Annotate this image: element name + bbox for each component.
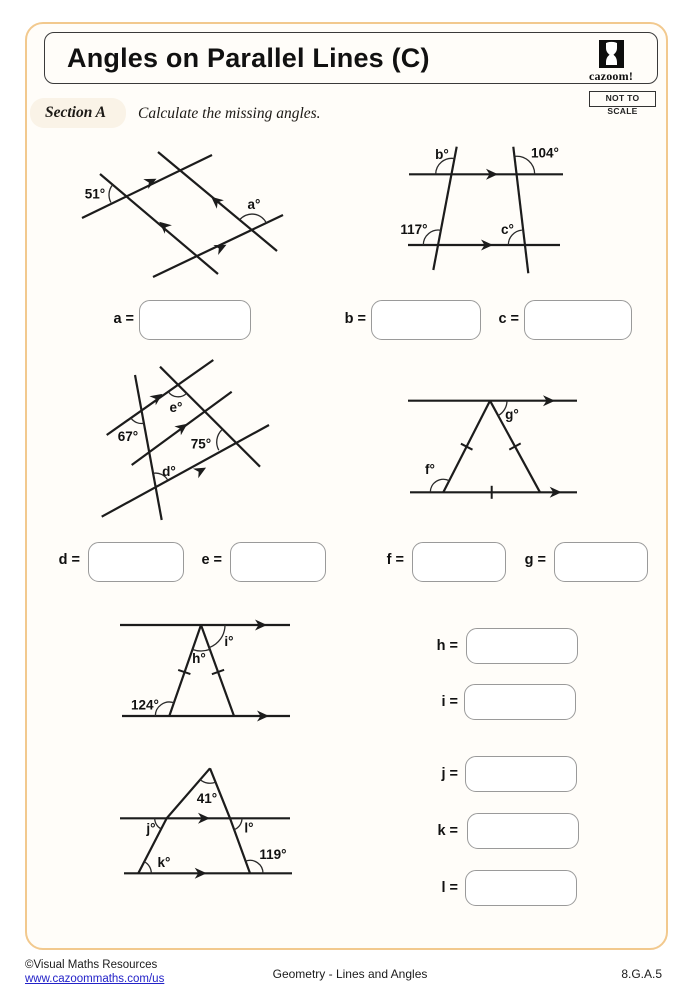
answer-box-k[interactable] xyxy=(467,813,579,849)
diagram-hi xyxy=(110,605,300,730)
angle-label-l: l° xyxy=(244,820,254,836)
answer-box-a[interactable] xyxy=(139,300,251,340)
angle-label-g: g° xyxy=(505,407,519,422)
answer-box-c[interactable] xyxy=(524,300,632,340)
cazoom-logo-icon xyxy=(599,40,624,68)
angle-label-f: f° xyxy=(425,462,435,477)
answer-label-e: e = xyxy=(201,552,222,568)
angle-label-119: 119° xyxy=(259,847,287,862)
footer-standard-code: 8.G.A.5 xyxy=(621,967,662,981)
angle-label-j: j° xyxy=(146,821,156,836)
answer-label-f: f = xyxy=(386,552,404,568)
answer-label-d: d = xyxy=(58,552,80,568)
angle-arcs xyxy=(109,185,266,223)
answer-box-d[interactable] xyxy=(88,542,184,582)
not-to-scale-badge: NOT TO SCALE xyxy=(589,91,656,107)
angle-label-51: 51° xyxy=(84,186,106,202)
answer-label-h: h = xyxy=(436,638,458,654)
diagram-fg-lines xyxy=(408,401,577,493)
angle-label-67: 67° xyxy=(117,429,139,444)
angle-label-124: 124° xyxy=(131,697,159,713)
answer-label-l: l = xyxy=(441,880,458,896)
section-instruction: Calculate the missing angles. xyxy=(138,105,321,122)
angle-label-h: h° xyxy=(192,651,206,666)
page-title: Angles on Parallel Lines (C) xyxy=(67,43,430,73)
parallel-arrow-icons xyxy=(255,620,269,722)
answer-box-g[interactable] xyxy=(554,542,648,582)
answer-box-b[interactable] xyxy=(371,300,481,340)
angle-label-d: d° xyxy=(162,464,176,479)
parallel-arrow-icons xyxy=(481,169,498,251)
parallel-arrow-icons xyxy=(543,395,562,498)
angle-label-104: 104° xyxy=(531,145,559,161)
diagram-fg xyxy=(400,385,585,507)
angle-label-75: 75° xyxy=(190,436,212,452)
answer-label-i: i = xyxy=(441,694,458,710)
angle-label-117: 117° xyxy=(400,222,428,237)
angle-arcs xyxy=(155,625,225,716)
answer-box-i[interactable] xyxy=(464,684,576,720)
section-a-label: Section A xyxy=(45,104,107,121)
diagram-de xyxy=(95,355,335,525)
answer-box-h[interactable] xyxy=(466,628,578,664)
answer-box-f[interactable] xyxy=(412,542,506,582)
title-box xyxy=(44,32,658,84)
answer-label-c: c = xyxy=(498,311,519,327)
angle-label-b: b° xyxy=(435,147,449,162)
answer-label-b: b = xyxy=(344,311,366,327)
diagram-bc xyxy=(395,140,575,280)
footer-url-link[interactable]: www.cazoommaths.com/us xyxy=(25,973,165,985)
angle-label-e: e° xyxy=(169,400,183,415)
answer-box-j[interactable] xyxy=(465,756,577,792)
diagram-jkl xyxy=(110,760,300,885)
angle-label-41: 41° xyxy=(196,791,218,806)
tick-marks xyxy=(461,443,521,498)
angle-label-k: k° xyxy=(157,855,171,870)
section-a-pill xyxy=(30,98,126,128)
cazoom-logo xyxy=(583,40,639,84)
angle-label-a: a° xyxy=(247,197,261,212)
parallel-arrow-icons xyxy=(143,174,229,255)
diagram-bc-lines xyxy=(408,147,563,274)
angle-arcs xyxy=(430,401,507,493)
answer-label-a: a = xyxy=(113,311,134,327)
answer-box-e[interactable] xyxy=(230,542,326,582)
answer-box-l[interactable] xyxy=(465,870,577,906)
cazoom-logo-text: cazoom! xyxy=(588,69,634,83)
angle-label-i: i° xyxy=(224,634,234,649)
diagram-a xyxy=(55,140,295,295)
parallel-arrow-icons xyxy=(195,813,210,879)
answer-label-k: k = xyxy=(437,823,458,839)
angle-label-c: c° xyxy=(501,222,514,237)
answer-label-j: j = xyxy=(441,766,458,782)
footer-copyright: ©Visual Maths Resources xyxy=(25,959,158,971)
answer-label-g: g = xyxy=(524,552,546,568)
footer-topic: Geometry - Lines and Angles xyxy=(272,967,428,981)
